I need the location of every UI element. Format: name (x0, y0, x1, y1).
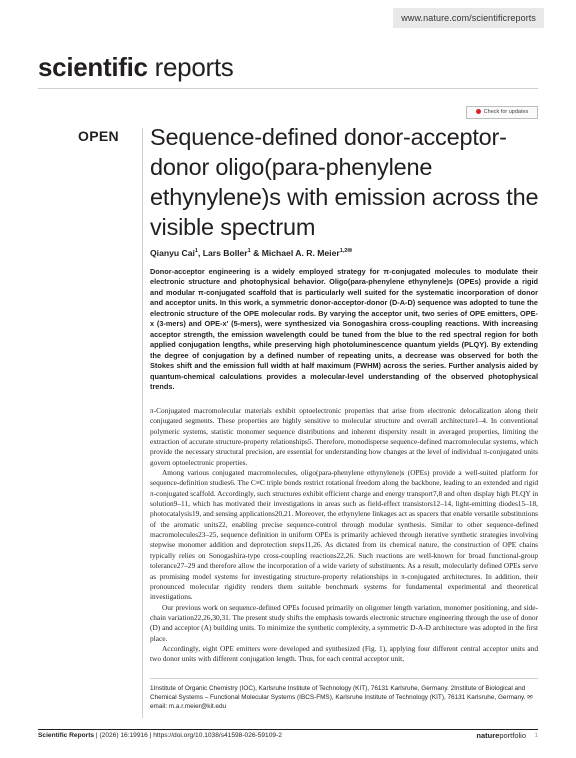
affiliation-divider (150, 678, 538, 679)
body-paragraph: Among various conjugated macromolecules, oligo(para-phenylene ethynylene)s (OPEs) provide a well-suited platform for sequence-definition studies6. The C≡C triple bonds restrict rotational freedom along the backbone, leading to an extended and rigid π-conjugated scaffold. Accordingly, such structures exhibit efficient charge and energy transport7,8 and often display high PLQY in solution9–11, which has motivated their investigations in areas such as field-effect transistors12–14, light-emitting diodes15–18, photocatalysis19, and sensing applications20,21. Moreover, the ethynylene linkages act as spacers that enable versatile substitutions of the aromatic units22, enabling precise sequence-control through modular synthesis. Similar to other sequence-defined macromolecules23–25, sequence definition in uniform OPEs is primarily achieved through iterative synthetic strategies involving stepwise monomer addition and deprotection steps11,26. As dictated from its chemical nature, the construction of OPE chains typically relies on Sonogashira-type cross-coupling reactions22,26. Such reactions are well-known for broad functional-group tolerance27–29 and therefore allow the incorporation of a wide variety of substituents. As a result, molecularly defined OPEs serve as promising model systems for investigating structure-property relationships in π-conjugated architectures. In addition, their pronounced molecular rigidity renders them suitable benchmark systems for fundamental experimental and theoretical investigations. (150, 468, 539, 602)
abstract: Donor-acceptor engineering is a widely employed strategy for π-conjugated molecules to modulate their electronic structure and photophysical behavior. Oligo(para-phenylene ethynylene)s (OPEs) provide a rigid and modular π-conjugated scaffold that is particularly well suited for the systematic incorporation of donor and acceptor units. In this work, a symmetric donor-acceptor-donor (D-A-D) sequence was adopted to tune the electronic structure of the OPE molecular rods. By varying the acceptor unit, two series of OPE emitters, OPE-x (3-mers) and OPE-x' (5-mers), were synthesized via Sonogashira cross-coupling reactions. With increasing acceptor strength, the emission wavelength could be tuned from the blue to the red spectral region for both applied conjugation lengths, while preserving high photoluminescence quantum yields (PLQY). By extending the degree of conjugation by a defined number of repeating units, a decrease was observed for both the Stokes shift and the emission full width at half maximum (FWHM) across the series. Further analysis aided by quantum-chemical calculations provides a molecular-level understanding of the observed photophysical trends. (150, 267, 538, 391)
author-name[interactable]: Michael A. R. Meier (261, 248, 340, 258)
left-column-rule (142, 128, 143, 718)
journal-brand[interactable] (38, 52, 233, 83)
nature-portfolio-logo (476, 731, 526, 740)
np-light: portfolio (499, 731, 526, 740)
np-bold: nature (476, 731, 500, 740)
author-separator: , (197, 248, 203, 258)
header-divider (38, 88, 538, 89)
footer-sep: | (147, 732, 154, 739)
author-affil: 1 (247, 248, 251, 255)
page-footer (38, 732, 538, 739)
brand-light: reports (147, 52, 234, 82)
body-paragraph: Accordingly, eight OPE emitters were developed and synthesized (Fig. 1), applying four different central acceptor units and two donor units with different conjugation length. Thus, for each central acceptor unit, (150, 643, 538, 664)
body-paragraph: Our previous work on sequence-defined OPEs focused primarily on oligomer length variation, monomer positioning, and side-chain variation22,26,30,31. The present study shifts the emphasis towards electronic structure engineering through the use of donor (D) and acceptor (A) building units. To minimize the synthetic complexity, a symmetric D-A-D architecture was adopted in the first place. (150, 602, 538, 643)
footer-sep: | (94, 732, 100, 739)
footer-doi[interactable]: https://doi.org/10.1038/s41598-026-59109-2 (153, 732, 282, 739)
author-affil: 1 (194, 248, 198, 255)
footer-citation: (2026) 16:19916 (99, 732, 148, 739)
affiliations: 1Institute of Organic Chemistry (IOC), Karlsruhe Institute of Technology (KIT), 76131 Karlsruhe, Germany. 2Institute of Biological and Chemical Systems – Functional Molecular Systems (IBCS-FMS), Karlsruhe Institute of Technology (KIT), 76131 Karlsruhe, Germany. ✉email: m.a.r.meier@kit.edu (150, 685, 533, 710)
open-access-label: OPEN (78, 128, 119, 144)
check-updates-label: Check for updates (483, 109, 529, 115)
journal-url[interactable]: www.nature.com/scientificreports (393, 8, 544, 28)
brand-bold: scientific (38, 52, 148, 82)
author-list (150, 248, 352, 258)
crossmark-icon (476, 109, 481, 114)
top-bar (0, 0, 576, 27)
body-paragraph: π-Conjugated macromolecular materials exhibit optoelectronic properties that arise from electronic delocalization along their conjugated segments. These properties are highly sensitive to molecular structure and overall architecture1–4. In conventional polymeric systems, statistic monomer sequence distributions and inherent dispersity result in averaged properties, limiting the extraction of accurate structure-property relationships5. Therefore, monodisperse sequence-defined macromolecular systems, which provide the necessary structural precision, are essential for understanding how changes at the level of individual π-conjugated units govern optoelectronic properties. (150, 406, 538, 467)
footer-divider (38, 729, 538, 730)
author-name[interactable]: Qianyu Cai (150, 248, 195, 258)
footer-journal: Scientific Reports (38, 732, 95, 739)
author-name[interactable]: Lars Boller (202, 248, 248, 258)
article-title: Sequence-defined donor-acceptor-donor oligo(para-phenylene ethynylene)s with emission across the visible spectrum (150, 124, 539, 240)
author-affil: 1,2✉ (339, 248, 352, 255)
body-text (150, 406, 538, 665)
page-number: 1 (534, 732, 538, 739)
author-separator: & (250, 248, 262, 258)
check-for-updates-button[interactable] (466, 106, 538, 119)
